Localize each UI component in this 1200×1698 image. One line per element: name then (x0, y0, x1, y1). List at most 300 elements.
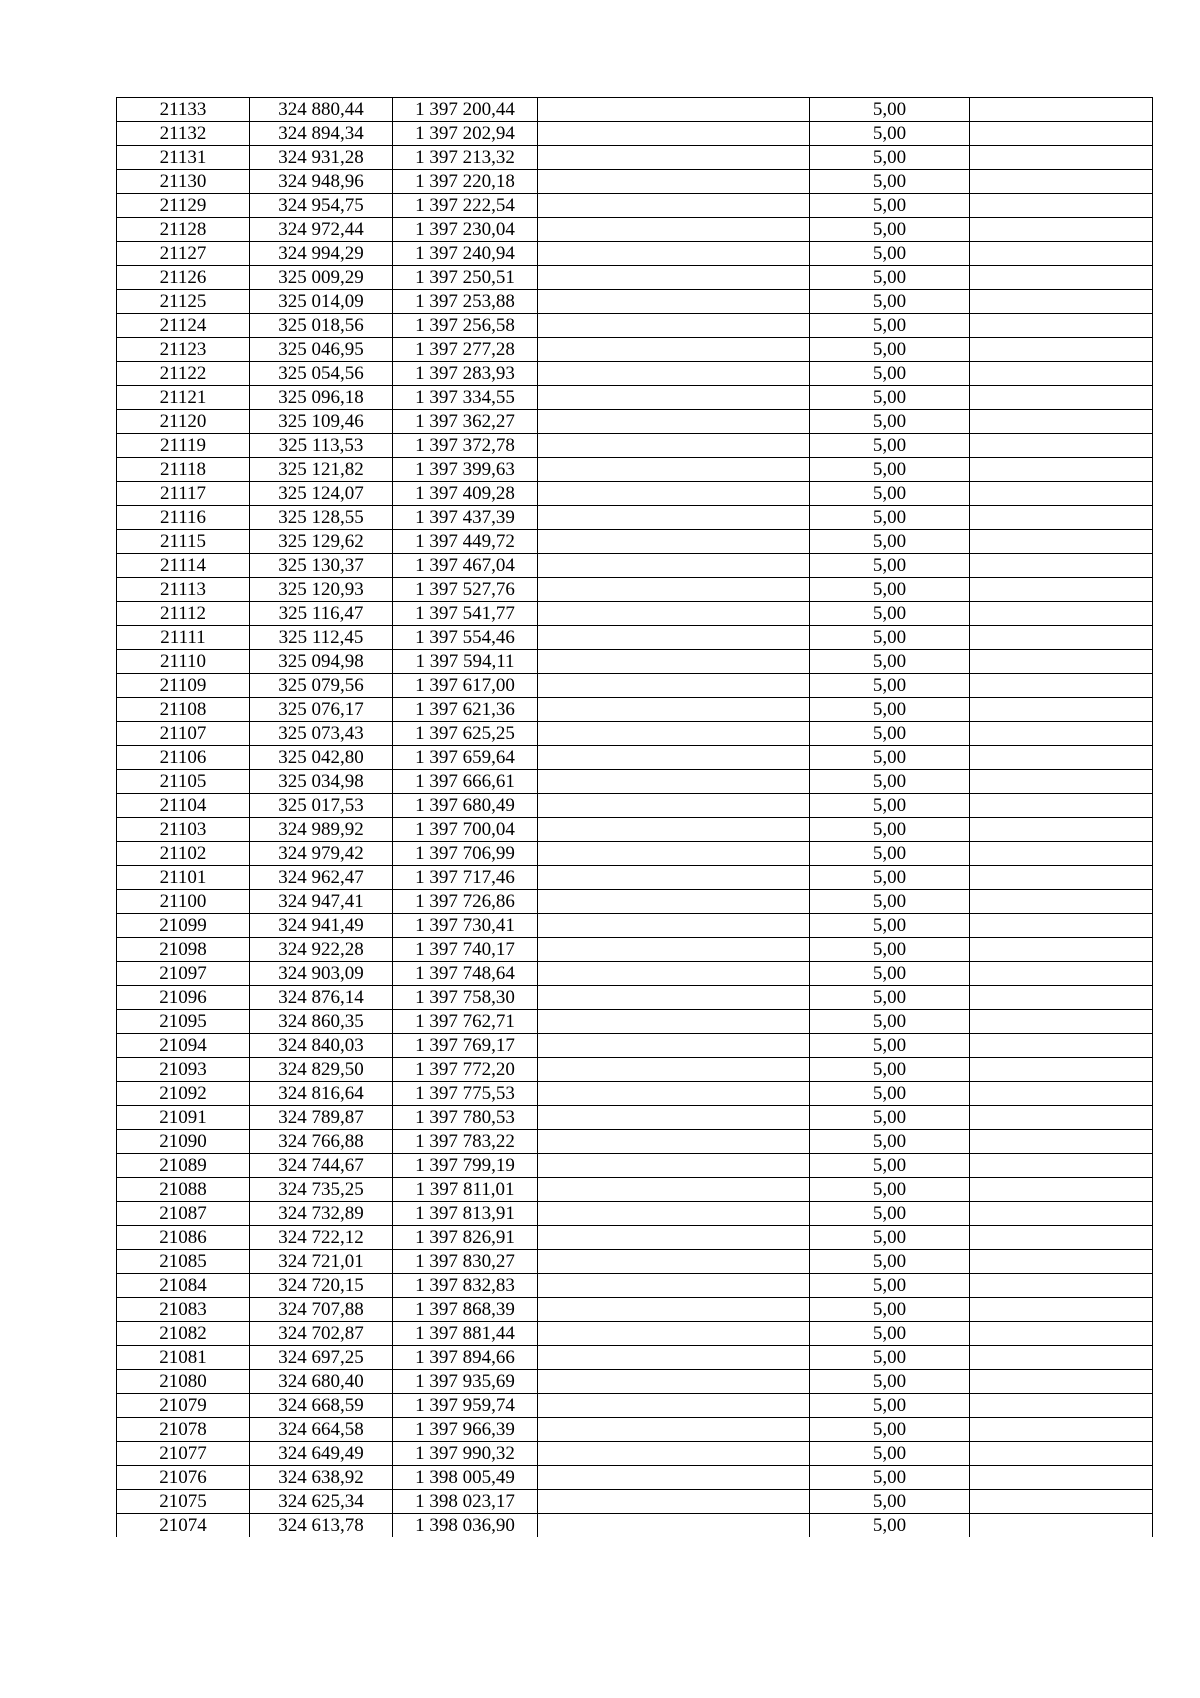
x-coordinate-cell: 325 096,18 (250, 386, 393, 410)
x-coordinate-cell: 325 113,53 (250, 434, 393, 458)
point-number-cell: 21099 (117, 914, 250, 938)
description-cell (538, 530, 810, 554)
point-number-cell: 21081 (117, 1346, 250, 1370)
table-row (117, 722, 1153, 746)
note-cell (970, 482, 1153, 506)
y-coordinate-cell: 1 397 680,49 (393, 794, 538, 818)
x-coordinate-cell: 325 046,95 (250, 338, 393, 362)
accuracy-cell: 5,00 (810, 1130, 970, 1154)
accuracy-cell: 5,00 (810, 530, 970, 554)
accuracy-cell: 5,00 (810, 434, 970, 458)
x-coordinate-cell: 324 732,89 (250, 1202, 393, 1226)
table-row (117, 890, 1153, 914)
note-cell (970, 458, 1153, 482)
description-cell (538, 362, 810, 386)
note-cell (970, 818, 1153, 842)
description-cell (538, 842, 810, 866)
note-cell (970, 1370, 1153, 1394)
y-coordinate-cell: 1 397 758,30 (393, 986, 538, 1010)
accuracy-cell: 5,00 (810, 674, 970, 698)
y-coordinate-cell: 1 397 372,78 (393, 434, 538, 458)
y-coordinate-cell: 1 397 775,53 (393, 1082, 538, 1106)
description-cell (538, 1130, 810, 1154)
note-cell (970, 698, 1153, 722)
description-cell (538, 602, 810, 626)
point-number-cell: 21114 (117, 554, 250, 578)
table-row (117, 506, 1153, 530)
x-coordinate-cell: 324 816,64 (250, 1082, 393, 1106)
accuracy-cell: 5,00 (810, 1058, 970, 1082)
accuracy-cell: 5,00 (810, 890, 970, 914)
y-coordinate-cell: 1 397 334,55 (393, 386, 538, 410)
note-cell (970, 362, 1153, 386)
x-coordinate-cell: 324 994,29 (250, 242, 393, 266)
x-coordinate-cell: 325 042,80 (250, 746, 393, 770)
point-number-cell: 21098 (117, 938, 250, 962)
table-row (117, 1298, 1153, 1322)
point-number-cell: 21131 (117, 146, 250, 170)
table-row (117, 1130, 1153, 1154)
point-number-cell: 21118 (117, 458, 250, 482)
table-row (117, 194, 1153, 218)
description-cell (538, 1394, 810, 1418)
x-coordinate-cell: 325 073,43 (250, 722, 393, 746)
y-coordinate-cell: 1 397 467,04 (393, 554, 538, 578)
x-coordinate-cell: 325 009,29 (250, 266, 393, 290)
table-row (117, 650, 1153, 674)
x-coordinate-cell: 325 116,47 (250, 602, 393, 626)
y-coordinate-cell: 1 398 023,17 (393, 1490, 538, 1514)
table-row (117, 338, 1153, 362)
accuracy-cell: 5,00 (810, 866, 970, 890)
point-number-cell: 21088 (117, 1178, 250, 1202)
table-row (117, 1418, 1153, 1442)
note-cell (970, 722, 1153, 746)
point-number-cell: 21074 (117, 1514, 250, 1538)
note-cell (970, 194, 1153, 218)
table-row (117, 578, 1153, 602)
table-row (117, 746, 1153, 770)
description-cell (538, 1082, 810, 1106)
table-row (117, 554, 1153, 578)
accuracy-cell: 5,00 (810, 602, 970, 626)
accuracy-cell: 5,00 (810, 554, 970, 578)
y-coordinate-cell: 1 397 959,74 (393, 1394, 538, 1418)
x-coordinate-cell: 324 829,50 (250, 1058, 393, 1082)
note-cell (970, 98, 1153, 122)
y-coordinate-cell: 1 397 449,72 (393, 530, 538, 554)
table-row (117, 386, 1153, 410)
x-coordinate-cell: 324 876,14 (250, 986, 393, 1010)
table-row (117, 122, 1153, 146)
y-coordinate-cell: 1 397 527,76 (393, 578, 538, 602)
description-cell (538, 554, 810, 578)
y-coordinate-cell: 1 397 740,17 (393, 938, 538, 962)
x-coordinate-cell: 325 109,46 (250, 410, 393, 434)
table-row (117, 1346, 1153, 1370)
point-number-cell: 21083 (117, 1298, 250, 1322)
description-cell (538, 1370, 810, 1394)
description-cell (538, 674, 810, 698)
description-cell (538, 1322, 810, 1346)
accuracy-cell: 5,00 (810, 722, 970, 746)
note-cell (970, 986, 1153, 1010)
table-row (117, 362, 1153, 386)
description-cell (538, 1250, 810, 1274)
y-coordinate-cell: 1 397 700,04 (393, 818, 538, 842)
y-coordinate-cell: 1 397 868,39 (393, 1298, 538, 1322)
x-coordinate-cell: 324 649,49 (250, 1442, 393, 1466)
accuracy-cell: 5,00 (810, 290, 970, 314)
note-cell (970, 890, 1153, 914)
y-coordinate-cell: 1 397 617,00 (393, 674, 538, 698)
table-row (117, 794, 1153, 818)
point-number-cell: 21132 (117, 122, 250, 146)
y-coordinate-cell: 1 397 437,39 (393, 506, 538, 530)
table-row (117, 818, 1153, 842)
note-cell (970, 770, 1153, 794)
note-cell (970, 1226, 1153, 1250)
description-cell (538, 986, 810, 1010)
point-number-cell: 21086 (117, 1226, 250, 1250)
note-cell (970, 146, 1153, 170)
accuracy-cell: 5,00 (810, 1394, 970, 1418)
note-cell (970, 1154, 1153, 1178)
note-cell (970, 1466, 1153, 1490)
point-number-cell: 21082 (117, 1322, 250, 1346)
table-row (117, 218, 1153, 242)
y-coordinate-cell: 1 397 554,46 (393, 626, 538, 650)
point-number-cell: 21116 (117, 506, 250, 530)
y-coordinate-cell: 1 397 966,39 (393, 1418, 538, 1442)
note-cell (970, 170, 1153, 194)
y-coordinate-cell: 1 397 213,32 (393, 146, 538, 170)
description-cell (538, 1298, 810, 1322)
note-cell (970, 218, 1153, 242)
description-cell (538, 218, 810, 242)
note-cell (970, 746, 1153, 770)
description-cell (538, 338, 810, 362)
y-coordinate-cell: 1 397 283,93 (393, 362, 538, 386)
point-number-cell: 21111 (117, 626, 250, 650)
y-coordinate-cell: 1 397 811,01 (393, 1178, 538, 1202)
note-cell (970, 1274, 1153, 1298)
description-cell (538, 146, 810, 170)
x-coordinate-cell: 324 941,49 (250, 914, 393, 938)
table-row (117, 602, 1153, 626)
description-cell (538, 1490, 810, 1514)
point-number-cell: 21091 (117, 1106, 250, 1130)
table-row (117, 1058, 1153, 1082)
x-coordinate-cell: 325 120,93 (250, 578, 393, 602)
accuracy-cell: 5,00 (810, 266, 970, 290)
accuracy-cell: 5,00 (810, 1226, 970, 1250)
accuracy-cell: 5,00 (810, 986, 970, 1010)
table-row (117, 482, 1153, 506)
accuracy-cell: 5,00 (810, 386, 970, 410)
accuracy-cell: 5,00 (810, 842, 970, 866)
table-row (117, 290, 1153, 314)
x-coordinate-cell: 325 017,53 (250, 794, 393, 818)
point-number-cell: 21075 (117, 1490, 250, 1514)
table-row (117, 170, 1153, 194)
y-coordinate-cell: 1 397 726,86 (393, 890, 538, 914)
y-coordinate-cell: 1 397 762,71 (393, 1010, 538, 1034)
x-coordinate-cell: 325 079,56 (250, 674, 393, 698)
accuracy-cell: 5,00 (810, 770, 970, 794)
note-cell (970, 1178, 1153, 1202)
table-row (117, 842, 1153, 866)
point-number-cell: 21113 (117, 578, 250, 602)
note-cell (970, 314, 1153, 338)
accuracy-cell: 5,00 (810, 482, 970, 506)
table-row (117, 1178, 1153, 1202)
table-row (117, 242, 1153, 266)
accuracy-cell: 5,00 (810, 914, 970, 938)
description-cell (538, 482, 810, 506)
accuracy-cell: 5,00 (810, 1250, 970, 1274)
point-number-cell: 21123 (117, 338, 250, 362)
point-number-cell: 21122 (117, 362, 250, 386)
description-cell (538, 890, 810, 914)
x-coordinate-cell: 325 034,98 (250, 770, 393, 794)
accuracy-cell: 5,00 (810, 314, 970, 338)
accuracy-cell: 5,00 (810, 1442, 970, 1466)
note-cell (970, 338, 1153, 362)
table-row (117, 410, 1153, 434)
note-cell (970, 938, 1153, 962)
x-coordinate-cell: 324 766,88 (250, 1130, 393, 1154)
table-row (117, 866, 1153, 890)
description-cell (538, 1514, 810, 1538)
point-number-cell: 21084 (117, 1274, 250, 1298)
note-cell (970, 410, 1153, 434)
y-coordinate-cell: 1 397 409,28 (393, 482, 538, 506)
accuracy-cell: 5,00 (810, 578, 970, 602)
note-cell (970, 122, 1153, 146)
y-coordinate-cell: 1 397 202,94 (393, 122, 538, 146)
accuracy-cell: 5,00 (810, 122, 970, 146)
note-cell (970, 506, 1153, 530)
coordinate-table-body (117, 98, 1153, 1538)
x-coordinate-cell: 325 129,62 (250, 530, 393, 554)
description-cell (538, 242, 810, 266)
table-row (117, 1034, 1153, 1058)
x-coordinate-cell: 324 664,58 (250, 1418, 393, 1442)
point-number-cell: 21076 (117, 1466, 250, 1490)
description-cell (538, 650, 810, 674)
table-row (117, 434, 1153, 458)
description-cell (538, 1442, 810, 1466)
point-number-cell: 21100 (117, 890, 250, 914)
y-coordinate-cell: 1 397 250,51 (393, 266, 538, 290)
x-coordinate-cell: 325 094,98 (250, 650, 393, 674)
point-number-cell: 21117 (117, 482, 250, 506)
x-coordinate-cell: 325 112,45 (250, 626, 393, 650)
x-coordinate-cell: 324 625,34 (250, 1490, 393, 1514)
point-number-cell: 21127 (117, 242, 250, 266)
table-row (117, 266, 1153, 290)
table-row (117, 626, 1153, 650)
point-number-cell: 21079 (117, 1394, 250, 1418)
table-row (117, 1394, 1153, 1418)
x-coordinate-cell: 325 076,17 (250, 698, 393, 722)
y-coordinate-cell: 1 397 813,91 (393, 1202, 538, 1226)
y-coordinate-cell: 1 397 541,77 (393, 602, 538, 626)
point-number-cell: 21125 (117, 290, 250, 314)
table-row (117, 530, 1153, 554)
y-coordinate-cell: 1 397 832,83 (393, 1274, 538, 1298)
y-coordinate-cell: 1 397 799,19 (393, 1154, 538, 1178)
accuracy-cell: 5,00 (810, 1370, 970, 1394)
note-cell (970, 626, 1153, 650)
description-cell (538, 866, 810, 890)
y-coordinate-cell: 1 397 772,20 (393, 1058, 538, 1082)
y-coordinate-cell: 1 397 666,61 (393, 770, 538, 794)
y-coordinate-cell: 1 397 594,11 (393, 650, 538, 674)
table-row (117, 698, 1153, 722)
x-coordinate-cell: 324 947,41 (250, 890, 393, 914)
y-coordinate-cell: 1 397 362,27 (393, 410, 538, 434)
y-coordinate-cell: 1 397 706,99 (393, 842, 538, 866)
note-cell (970, 914, 1153, 938)
note-cell (970, 674, 1153, 698)
point-number-cell: 21089 (117, 1154, 250, 1178)
table-row (117, 1082, 1153, 1106)
x-coordinate-cell: 325 128,55 (250, 506, 393, 530)
x-coordinate-cell: 325 054,56 (250, 362, 393, 386)
table-row (117, 1322, 1153, 1346)
point-number-cell: 21126 (117, 266, 250, 290)
accuracy-cell: 5,00 (810, 818, 970, 842)
point-number-cell: 21104 (117, 794, 250, 818)
x-coordinate-cell: 324 922,28 (250, 938, 393, 962)
note-cell (970, 1418, 1153, 1442)
table-row (117, 674, 1153, 698)
point-number-cell: 21094 (117, 1034, 250, 1058)
table-row (117, 314, 1153, 338)
x-coordinate-cell: 324 880,44 (250, 98, 393, 122)
note-cell (970, 842, 1153, 866)
note-cell (970, 1130, 1153, 1154)
y-coordinate-cell: 1 397 222,54 (393, 194, 538, 218)
x-coordinate-cell: 324 707,88 (250, 1298, 393, 1322)
note-cell (970, 434, 1153, 458)
description-cell (538, 458, 810, 482)
x-coordinate-cell: 324 722,12 (250, 1226, 393, 1250)
description-cell (538, 626, 810, 650)
accuracy-cell: 5,00 (810, 1010, 970, 1034)
x-coordinate-cell: 324 789,87 (250, 1106, 393, 1130)
y-coordinate-cell: 1 397 830,27 (393, 1250, 538, 1274)
y-coordinate-cell: 1 397 200,44 (393, 98, 538, 122)
table-row (117, 1490, 1153, 1514)
description-cell (538, 1178, 810, 1202)
point-number-cell: 21128 (117, 218, 250, 242)
x-coordinate-cell: 324 735,25 (250, 1178, 393, 1202)
x-coordinate-cell: 324 702,87 (250, 1322, 393, 1346)
note-cell (970, 602, 1153, 626)
table-row (117, 1274, 1153, 1298)
y-coordinate-cell: 1 397 990,32 (393, 1442, 538, 1466)
note-cell (970, 1346, 1153, 1370)
note-cell (970, 554, 1153, 578)
description-cell (538, 818, 810, 842)
point-number-cell: 21102 (117, 842, 250, 866)
accuracy-cell: 5,00 (810, 962, 970, 986)
note-cell (970, 650, 1153, 674)
table-row (117, 962, 1153, 986)
table-row (117, 1202, 1153, 1226)
x-coordinate-cell: 324 860,35 (250, 1010, 393, 1034)
accuracy-cell: 5,00 (810, 746, 970, 770)
note-cell (970, 1034, 1153, 1058)
note-cell (970, 866, 1153, 890)
x-coordinate-cell: 324 948,96 (250, 170, 393, 194)
y-coordinate-cell: 1 397 748,64 (393, 962, 538, 986)
point-number-cell: 21109 (117, 674, 250, 698)
y-coordinate-cell: 1 397 277,28 (393, 338, 538, 362)
accuracy-cell: 5,00 (810, 1418, 970, 1442)
y-coordinate-cell: 1 397 717,46 (393, 866, 538, 890)
x-coordinate-cell: 324 840,03 (250, 1034, 393, 1058)
y-coordinate-cell: 1 398 005,49 (393, 1466, 538, 1490)
point-number-cell: 21106 (117, 746, 250, 770)
table-row (117, 1466, 1153, 1490)
y-coordinate-cell: 1 397 253,88 (393, 290, 538, 314)
description-cell (538, 506, 810, 530)
accuracy-cell: 5,00 (810, 1082, 970, 1106)
point-number-cell: 21097 (117, 962, 250, 986)
point-number-cell: 21110 (117, 650, 250, 674)
accuracy-cell: 5,00 (810, 410, 970, 434)
table-row (117, 458, 1153, 482)
x-coordinate-cell: 324 744,67 (250, 1154, 393, 1178)
description-cell (538, 794, 810, 818)
y-coordinate-cell: 1 397 621,36 (393, 698, 538, 722)
x-coordinate-cell: 325 130,37 (250, 554, 393, 578)
point-number-cell: 21087 (117, 1202, 250, 1226)
table-row (117, 1370, 1153, 1394)
note-cell (970, 1514, 1153, 1538)
y-coordinate-cell: 1 397 659,64 (393, 746, 538, 770)
note-cell (970, 1202, 1153, 1226)
y-coordinate-cell: 1 397 625,25 (393, 722, 538, 746)
description-cell (538, 1346, 810, 1370)
table-row (117, 1226, 1153, 1250)
accuracy-cell: 5,00 (810, 1274, 970, 1298)
description-cell (538, 170, 810, 194)
x-coordinate-cell: 324 721,01 (250, 1250, 393, 1274)
note-cell (970, 1082, 1153, 1106)
point-number-cell: 21092 (117, 1082, 250, 1106)
x-coordinate-cell: 324 979,42 (250, 842, 393, 866)
description-cell (538, 1466, 810, 1490)
point-number-cell: 21124 (117, 314, 250, 338)
accuracy-cell: 5,00 (810, 1466, 970, 1490)
note-cell (970, 1058, 1153, 1082)
point-number-cell: 21119 (117, 434, 250, 458)
description-cell (538, 290, 810, 314)
description-cell (538, 122, 810, 146)
note-cell (970, 1490, 1153, 1514)
description-cell (538, 962, 810, 986)
y-coordinate-cell: 1 397 240,94 (393, 242, 538, 266)
description-cell (538, 1058, 810, 1082)
accuracy-cell: 5,00 (810, 1514, 970, 1538)
x-coordinate-cell: 324 613,78 (250, 1514, 393, 1538)
point-number-cell: 21096 (117, 986, 250, 1010)
